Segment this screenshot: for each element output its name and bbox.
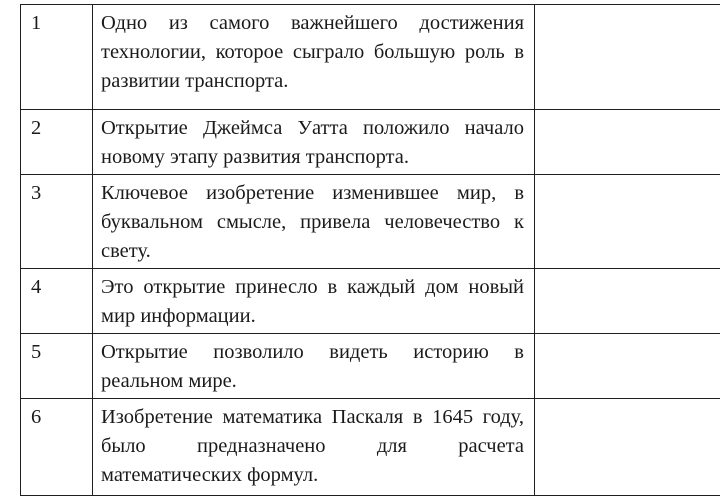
row-number: 3 [21, 175, 93, 269]
answer-cell[interactable] [535, 334, 720, 399]
row-number: 1 [21, 5, 93, 110]
row-number: 2 [21, 110, 93, 175]
answer-cell[interactable] [535, 110, 720, 175]
answer-cell[interactable] [535, 399, 720, 496]
inventions-table [20, 4, 720, 496]
row-number: 6 [21, 399, 93, 496]
description-cell: Открытие Джеймса Уатта положило начало новому этапу развития транспорта. [93, 110, 535, 175]
table-row [21, 399, 720, 496]
row-number: 5 [21, 334, 93, 399]
table-row [21, 5, 720, 110]
description-cell: Изобретение математика Паскаля в 1645 году, было предназначено для расчета математических формул. [93, 399, 535, 496]
description-cell: Одно из самого важнейшего достижения технологии, которое сыграло большую роль в развитии транспорта. [93, 5, 535, 110]
table-row [21, 175, 720, 269]
row-number: 4 [21, 269, 93, 334]
description-cell: Это открытие принесло в каждый дом новый мир информации. [93, 269, 535, 334]
table-row [21, 269, 720, 334]
description-cell: Открытие позволило видеть историю в реальном мире. [93, 334, 535, 399]
answer-cell[interactable] [535, 269, 720, 334]
answer-cell[interactable] [535, 5, 720, 110]
table-row [21, 334, 720, 399]
answer-cell[interactable] [535, 175, 720, 269]
description-cell: Ключевое изобретение изменившее мир, в буквальном смысле, привела человечество к свету. [93, 175, 535, 269]
table-row [21, 110, 720, 175]
